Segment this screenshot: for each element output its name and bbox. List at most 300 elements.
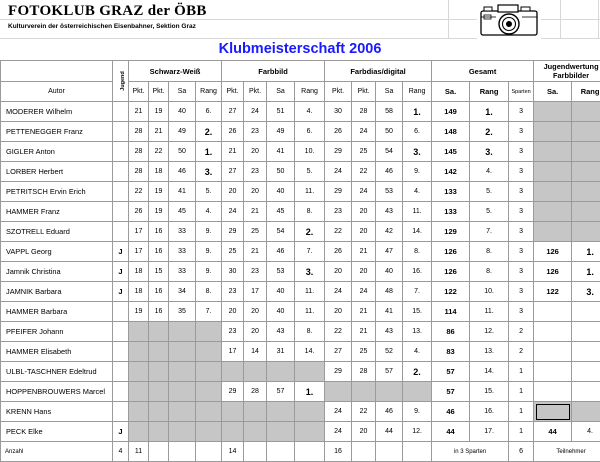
fd-cell[interactable]: 24 <box>325 402 352 422</box>
fb-cell-empty[interactable] <box>222 362 244 382</box>
gesamt-sa[interactable]: 46 <box>432 402 470 422</box>
fd-cell[interactable]: 46 <box>376 162 403 182</box>
fb-cell[interactable]: 14. <box>295 342 325 362</box>
sw-cell[interactable]: 7. <box>196 302 222 322</box>
fd-cell[interactable]: 20 <box>352 422 376 442</box>
sw-cell[interactable]: 6. <box>196 102 222 122</box>
gesamt-sa[interactable]: 44 <box>432 422 470 442</box>
fb-cell[interactable]: 45 <box>267 202 295 222</box>
fd-cell[interactable]: 23 <box>325 202 352 222</box>
fb-cell[interactable]: 20 <box>244 182 267 202</box>
jugend-flag[interactable]: J <box>113 282 129 302</box>
table-row[interactable] <box>1 302 600 322</box>
author-name[interactable]: ULBL-TASCHNER Edeltrud <box>1 362 113 382</box>
fb-cell[interactable]: 28 <box>244 382 267 402</box>
jw-rang-empty[interactable] <box>572 322 600 342</box>
table-row[interactable] <box>1 282 600 302</box>
fb-cell[interactable]: 23 <box>244 162 267 182</box>
author-name[interactable]: GIGLER Anton <box>1 142 113 162</box>
jugend-flag[interactable] <box>113 222 129 242</box>
fd-cell[interactable]: 30 <box>325 102 352 122</box>
gesamt-rang[interactable]: 5. <box>470 202 509 222</box>
fd-cell[interactable]: 28 <box>352 362 376 382</box>
sw-cell-empty[interactable] <box>149 342 169 362</box>
sparten-count[interactable]: 3 <box>509 202 534 222</box>
fb-cell[interactable]: 29 <box>222 222 244 242</box>
sw-cell[interactable]: 22 <box>129 182 149 202</box>
gesamt-rang[interactable]: 5. <box>470 182 509 202</box>
fb-cell-empty[interactable] <box>244 402 267 422</box>
gesamt-rang[interactable]: 3. <box>470 142 509 162</box>
jw-sa-empty[interactable] <box>534 322 572 342</box>
fb-cell[interactable]: 29 <box>222 382 244 402</box>
sw-cell[interactable]: 9. <box>196 242 222 262</box>
fb-cell[interactable]: 21 <box>244 242 267 262</box>
jugend-flag[interactable]: J <box>113 262 129 282</box>
sw-cell-empty[interactable] <box>149 402 169 422</box>
jugend-flag[interactable] <box>113 122 129 142</box>
jw-rang[interactable]: 3. <box>572 282 600 302</box>
fd-cell[interactable]: 3. <box>403 142 432 162</box>
fd-cell[interactable]: 8. <box>403 242 432 262</box>
fd-cell[interactable]: 4. <box>403 342 432 362</box>
gesamt-rang[interactable]: 17. <box>470 422 509 442</box>
table-row[interactable] <box>1 202 600 222</box>
table-row[interactable] <box>1 222 600 242</box>
table-row[interactable] <box>1 402 600 422</box>
fd-cell[interactable]: 6. <box>403 122 432 142</box>
sw-cell[interactable]: 40 <box>169 102 196 122</box>
author-name[interactable]: HAMMER Barbara <box>1 302 113 322</box>
fb-cell[interactable]: 41 <box>267 142 295 162</box>
fb-cell[interactable]: 21 <box>222 142 244 162</box>
author-name[interactable]: PFEIFER Johann <box>1 322 113 342</box>
fd-cell[interactable]: 43 <box>376 202 403 222</box>
author-name[interactable]: HAMMER Elisabeth <box>1 342 113 362</box>
sw-cell-empty[interactable] <box>169 362 196 382</box>
sw-cell[interactable]: 16 <box>149 222 169 242</box>
sw-cell[interactable]: 1. <box>196 142 222 162</box>
fd-cell[interactable]: 25 <box>352 142 376 162</box>
gesamt-sa[interactable]: 133 <box>432 182 470 202</box>
jw-sa-empty[interactable] <box>534 102 572 122</box>
table-row[interactable] <box>1 322 600 342</box>
sw-cell[interactable]: 35 <box>169 302 196 322</box>
sw-cell[interactable]: 8. <box>196 282 222 302</box>
jugend-flag[interactable] <box>113 142 129 162</box>
sparten-count[interactable]: 2 <box>509 342 534 362</box>
fd-cell[interactable]: 25 <box>352 342 376 362</box>
sw-cell[interactable]: 17 <box>129 222 149 242</box>
jw-rang-empty[interactable] <box>572 202 600 222</box>
fd-cell[interactable]: 27 <box>325 342 352 362</box>
fb-cell[interactable]: 20 <box>222 302 244 322</box>
fd-cell[interactable]: 21 <box>352 302 376 322</box>
table-row[interactable] <box>1 182 600 202</box>
sw-cell[interactable]: 19 <box>149 202 169 222</box>
fb-cell[interactable]: 43 <box>267 322 295 342</box>
jugend-flag[interactable] <box>113 402 129 422</box>
fd-cell[interactable]: 21 <box>352 242 376 262</box>
fd-cell[interactable]: 22 <box>325 322 352 342</box>
table-row[interactable] <box>1 122 600 142</box>
sw-cell[interactable]: 45 <box>169 202 196 222</box>
sw-cell[interactable]: 28 <box>129 162 149 182</box>
sw-cell-empty[interactable] <box>149 322 169 342</box>
jw-rang[interactable]: 4. <box>572 422 600 442</box>
fb-cell[interactable]: 53 <box>267 262 295 282</box>
fb-cell[interactable]: 40 <box>267 302 295 322</box>
fd-cell[interactable]: 22 <box>325 222 352 242</box>
gesamt-rang[interactable]: 14. <box>470 362 509 382</box>
jw-rang-empty[interactable] <box>572 222 600 242</box>
fd-cell[interactable]: 16. <box>403 262 432 282</box>
gesamt-sa[interactable]: 126 <box>432 262 470 282</box>
fb-cell[interactable]: 46 <box>267 242 295 262</box>
fd-cell[interactable]: 20 <box>325 262 352 282</box>
gesamt-rang[interactable]: 2. <box>470 122 509 142</box>
gesamt-rang[interactable]: 8. <box>470 242 509 262</box>
jugend-flag[interactable] <box>113 362 129 382</box>
sw-cell-empty[interactable] <box>196 422 222 442</box>
author-name[interactable]: PETTENEGGER Franz <box>1 122 113 142</box>
jugend-flag[interactable] <box>113 342 129 362</box>
jw-rang[interactable]: 1. <box>572 242 600 262</box>
table-row[interactable] <box>1 342 600 362</box>
sw-cell[interactable]: 18 <box>129 262 149 282</box>
sw-cell[interactable]: 9. <box>196 262 222 282</box>
jw-rang-empty[interactable] <box>572 402 600 422</box>
fd-cell[interactable]: 28 <box>352 102 376 122</box>
fb-cell[interactable]: 17 <box>244 282 267 302</box>
table-row[interactable] <box>1 102 600 122</box>
fb-cell[interactable]: 24 <box>222 202 244 222</box>
gesamt-sa[interactable]: 114 <box>432 302 470 322</box>
sparten-count[interactable]: 1 <box>509 362 534 382</box>
fb-cell[interactable]: 21 <box>244 202 267 222</box>
fd-cell[interactable]: 20 <box>352 222 376 242</box>
gesamt-sa[interactable]: 133 <box>432 202 470 222</box>
fb-cell-empty[interactable] <box>295 422 325 442</box>
fb-cell[interactable]: 11. <box>295 302 325 322</box>
jw-sa-empty[interactable] <box>534 302 572 322</box>
fb-cell[interactable]: 40 <box>267 182 295 202</box>
jw-sa-empty[interactable] <box>534 362 572 382</box>
sw-cell-empty[interactable] <box>169 422 196 442</box>
author-name[interactable]: MODERER Wilhelm <box>1 102 113 122</box>
author-name[interactable]: VAPPL Georg <box>1 242 113 262</box>
fd-cell[interactable]: 13. <box>403 322 432 342</box>
fd-cell[interactable]: 43 <box>376 322 403 342</box>
author-name[interactable]: JAMNIK Barbara <box>1 282 113 302</box>
fb-cell[interactable]: 20 <box>244 302 267 322</box>
fb-cell[interactable]: 50 <box>267 162 295 182</box>
sw-cell[interactable]: 33 <box>169 222 196 242</box>
fd-cell[interactable]: 9. <box>403 162 432 182</box>
fd-cell[interactable]: 20 <box>325 302 352 322</box>
sparten-count[interactable]: 3 <box>509 242 534 262</box>
fd-cell[interactable]: 9. <box>403 402 432 422</box>
sparten-count[interactable]: 1 <box>509 402 534 422</box>
fd-cell[interactable]: 4. <box>403 182 432 202</box>
fb-cell[interactable]: 6. <box>295 122 325 142</box>
sw-cell[interactable]: 21 <box>149 122 169 142</box>
sw-cell[interactable]: 26 <box>129 202 149 222</box>
fd-cell[interactable]: 42 <box>376 222 403 242</box>
fb-cell[interactable]: 2. <box>295 222 325 242</box>
fd-cell[interactable]: 21 <box>352 322 376 342</box>
gesamt-rang[interactable]: 4. <box>470 162 509 182</box>
fb-cell-empty[interactable] <box>222 402 244 422</box>
jw-rang-empty[interactable] <box>572 382 600 402</box>
jw-sa-empty[interactable] <box>534 122 572 142</box>
fd-cell-empty[interactable] <box>325 382 352 402</box>
fb-cell[interactable]: 30 <box>222 262 244 282</box>
fd-cell[interactable]: 50 <box>376 122 403 142</box>
fb-cell-empty[interactable] <box>295 362 325 382</box>
sw-cell-empty[interactable] <box>129 382 149 402</box>
sw-cell-empty[interactable] <box>196 402 222 422</box>
sparten-count[interactable]: 3 <box>509 122 534 142</box>
jw-sa-empty[interactable] <box>534 182 572 202</box>
gesamt-sa[interactable]: 57 <box>432 382 470 402</box>
gesamt-rang[interactable]: 15. <box>470 382 509 402</box>
jw-sa[interactable]: 122 <box>534 282 572 302</box>
fb-cell[interactable]: 20 <box>244 142 267 162</box>
author-name[interactable]: HOPPENBROUWERS Marcel <box>1 382 113 402</box>
fd-cell[interactable]: 40 <box>376 262 403 282</box>
sw-cell-empty[interactable] <box>149 382 169 402</box>
fb-cell[interactable]: 27 <box>222 102 244 122</box>
sw-cell[interactable]: 49 <box>169 122 196 142</box>
fb-cell[interactable]: 20 <box>222 182 244 202</box>
fd-cell[interactable]: 24 <box>352 282 376 302</box>
sw-cell-empty[interactable] <box>129 402 149 422</box>
sw-cell[interactable]: 17 <box>129 242 149 262</box>
fb-cell[interactable]: 40 <box>267 282 295 302</box>
fd-cell[interactable]: 14. <box>403 222 432 242</box>
fb-cell[interactable]: 3. <box>295 262 325 282</box>
jugend-flag[interactable] <box>113 162 129 182</box>
fd-cell[interactable]: 29 <box>325 362 352 382</box>
fd-cell-empty[interactable] <box>352 382 376 402</box>
jw-sa-empty[interactable] <box>534 222 572 242</box>
gesamt-sa[interactable]: 142 <box>432 162 470 182</box>
jw-sa[interactable]: 126 <box>534 262 572 282</box>
gesamt-rang[interactable]: 12. <box>470 322 509 342</box>
jugend-flag[interactable]: J <box>113 422 129 442</box>
fd-cell[interactable]: 44 <box>376 422 403 442</box>
fd-cell[interactable]: 24 <box>352 122 376 142</box>
gesamt-sa[interactable]: 83 <box>432 342 470 362</box>
sw-cell[interactable]: 28 <box>129 142 149 162</box>
fd-cell[interactable]: 41 <box>376 302 403 322</box>
fb-cell[interactable]: 24 <box>244 102 267 122</box>
fd-cell[interactable]: 26 <box>325 122 352 142</box>
sw-cell[interactable]: 16 <box>149 302 169 322</box>
sparten-count[interactable]: 1 <box>509 382 534 402</box>
jugend-flag[interactable] <box>113 182 129 202</box>
fd-cell[interactable]: 54 <box>376 142 403 162</box>
jw-sa-empty[interactable] <box>534 202 572 222</box>
author-name[interactable]: KRENN Hans <box>1 402 113 422</box>
fd-cell[interactable]: 24 <box>325 162 352 182</box>
fb-cell[interactable]: 8. <box>295 202 325 222</box>
jw-rang-empty[interactable] <box>572 302 600 322</box>
sw-cell[interactable]: 15 <box>149 262 169 282</box>
fb-cell[interactable]: 10. <box>295 142 325 162</box>
fd-cell[interactable]: 1. <box>403 102 432 122</box>
sw-cell[interactable]: 18 <box>129 282 149 302</box>
jw-sa-empty[interactable] <box>534 162 572 182</box>
fb-cell[interactable]: 57 <box>267 382 295 402</box>
gesamt-rang[interactable]: 13. <box>470 342 509 362</box>
fd-cell[interactable]: 22 <box>352 162 376 182</box>
sw-cell[interactable]: 16 <box>149 242 169 262</box>
gesamt-sa[interactable]: 148 <box>432 122 470 142</box>
jugend-flag[interactable] <box>113 202 129 222</box>
fb-cell[interactable]: 14 <box>244 342 267 362</box>
fb-cell[interactable]: 11. <box>295 282 325 302</box>
sw-cell[interactable]: 3. <box>196 162 222 182</box>
fb-cell[interactable]: 23 <box>222 282 244 302</box>
fd-cell[interactable]: 47 <box>376 242 403 262</box>
gesamt-sa[interactable]: 145 <box>432 142 470 162</box>
sw-cell-empty[interactable] <box>169 402 196 422</box>
jw-sa-empty[interactable] <box>534 142 572 162</box>
fd-cell[interactable]: 12. <box>403 422 432 442</box>
sw-cell[interactable]: 2. <box>196 122 222 142</box>
fd-cell[interactable]: 57 <box>376 362 403 382</box>
fb-cell[interactable]: 31 <box>267 342 295 362</box>
fb-cell[interactable]: 1. <box>295 382 325 402</box>
sw-cell[interactable]: 46 <box>169 162 196 182</box>
sw-cell-empty[interactable] <box>169 382 196 402</box>
fd-cell[interactable]: 24 <box>325 422 352 442</box>
table-row[interactable] <box>1 262 600 282</box>
sw-cell-empty[interactable] <box>149 362 169 382</box>
fb-cell[interactable]: 25 <box>244 222 267 242</box>
jugend-flag[interactable]: J <box>113 242 129 262</box>
author-name[interactable]: LORBER Herbert <box>1 162 113 182</box>
sparten-count[interactable]: 3 <box>509 162 534 182</box>
fd-cell[interactable]: 20 <box>352 202 376 222</box>
table-row[interactable] <box>1 382 600 402</box>
sw-cell-empty[interactable] <box>169 322 196 342</box>
gesamt-sa[interactable]: 86 <box>432 322 470 342</box>
sw-cell[interactable]: 18 <box>149 162 169 182</box>
fb-cell[interactable]: 51 <box>267 102 295 122</box>
jw-rang-empty[interactable] <box>572 342 600 362</box>
fb-cell[interactable]: 17 <box>222 342 244 362</box>
sw-cell[interactable]: 19 <box>149 182 169 202</box>
sparten-count[interactable]: 3 <box>509 182 534 202</box>
fd-cell-empty[interactable] <box>403 382 432 402</box>
fd-cell[interactable]: 29 <box>325 182 352 202</box>
sparten-count[interactable]: 1 <box>509 422 534 442</box>
gesamt-sa[interactable]: 129 <box>432 222 470 242</box>
jw-rang-empty[interactable] <box>572 362 600 382</box>
sparten-count[interactable]: 3 <box>509 262 534 282</box>
jw-rang-empty[interactable] <box>572 162 600 182</box>
fb-cell[interactable]: 26 <box>222 122 244 142</box>
fd-cell[interactable]: 53 <box>376 182 403 202</box>
gesamt-sa[interactable]: 149 <box>432 102 470 122</box>
table-row[interactable] <box>1 242 600 262</box>
gesamt-rang[interactable]: 11. <box>470 302 509 322</box>
sw-cell[interactable]: 16 <box>149 282 169 302</box>
sw-cell[interactable]: 50 <box>169 142 196 162</box>
author-name[interactable]: SZOTRELL Eduard <box>1 222 113 242</box>
sw-cell-empty[interactable] <box>129 342 149 362</box>
fb-cell[interactable]: 23 <box>244 122 267 142</box>
fb-cell[interactable]: 25 <box>222 242 244 262</box>
fd-cell[interactable]: 48 <box>376 282 403 302</box>
jw-rang-empty[interactable] <box>572 182 600 202</box>
jw-sa-empty[interactable] <box>534 402 572 422</box>
jw-sa-empty[interactable] <box>534 382 572 402</box>
fd-cell[interactable]: 24 <box>325 282 352 302</box>
jugend-flag[interactable] <box>113 302 129 322</box>
fb-cell-empty[interactable] <box>222 422 244 442</box>
fd-cell[interactable]: 46 <box>376 402 403 422</box>
sw-cell[interactable]: 9. <box>196 222 222 242</box>
sparten-count[interactable]: 3 <box>509 142 534 162</box>
table-row[interactable] <box>1 422 600 442</box>
fd-cell[interactable]: 20 <box>352 262 376 282</box>
fd-cell[interactable]: 11. <box>403 202 432 222</box>
fd-cell[interactable]: 29 <box>325 142 352 162</box>
fb-cell[interactable]: 49 <box>267 122 295 142</box>
author-name[interactable]: HAMMER Franz <box>1 202 113 222</box>
sw-cell[interactable]: 22 <box>149 142 169 162</box>
fb-cell-empty[interactable] <box>267 362 295 382</box>
gesamt-sa[interactable]: 122 <box>432 282 470 302</box>
fb-cell-empty[interactable] <box>267 402 295 422</box>
sw-cell[interactable]: 4. <box>196 202 222 222</box>
sw-cell-empty[interactable] <box>129 362 149 382</box>
sw-cell-empty[interactable] <box>129 422 149 442</box>
jugend-flag[interactable] <box>113 382 129 402</box>
fd-cell[interactable]: 26 <box>325 242 352 262</box>
jw-rang-empty[interactable] <box>572 102 600 122</box>
jw-sa[interactable]: 126 <box>534 242 572 262</box>
sw-cell-empty[interactable] <box>196 322 222 342</box>
sw-cell[interactable]: 21 <box>129 102 149 122</box>
jugend-flag[interactable] <box>113 102 129 122</box>
fb-cell[interactable]: 7. <box>295 242 325 262</box>
sparten-count[interactable]: 3 <box>509 222 534 242</box>
sw-cell-empty[interactable] <box>149 422 169 442</box>
gesamt-sa[interactable]: 126 <box>432 242 470 262</box>
table-row[interactable] <box>1 162 600 182</box>
fb-cell-empty[interactable] <box>295 402 325 422</box>
sparten-count[interactable]: 3 <box>509 282 534 302</box>
sw-cell[interactable]: 19 <box>149 102 169 122</box>
fd-cell[interactable]: 2. <box>403 362 432 382</box>
sw-cell[interactable]: 33 <box>169 242 196 262</box>
table-row[interactable] <box>1 362 600 382</box>
fb-cell[interactable]: 54 <box>267 222 295 242</box>
fb-cell[interactable]: 20 <box>244 322 267 342</box>
fb-cell[interactable]: 8. <box>295 322 325 342</box>
fb-cell[interactable]: 4. <box>295 102 325 122</box>
sw-cell[interactable]: 34 <box>169 282 196 302</box>
jw-rang-empty[interactable] <box>572 122 600 142</box>
fb-cell[interactable]: 11. <box>295 182 325 202</box>
sw-cell-empty[interactable] <box>169 342 196 362</box>
fd-cell-empty[interactable] <box>376 382 403 402</box>
